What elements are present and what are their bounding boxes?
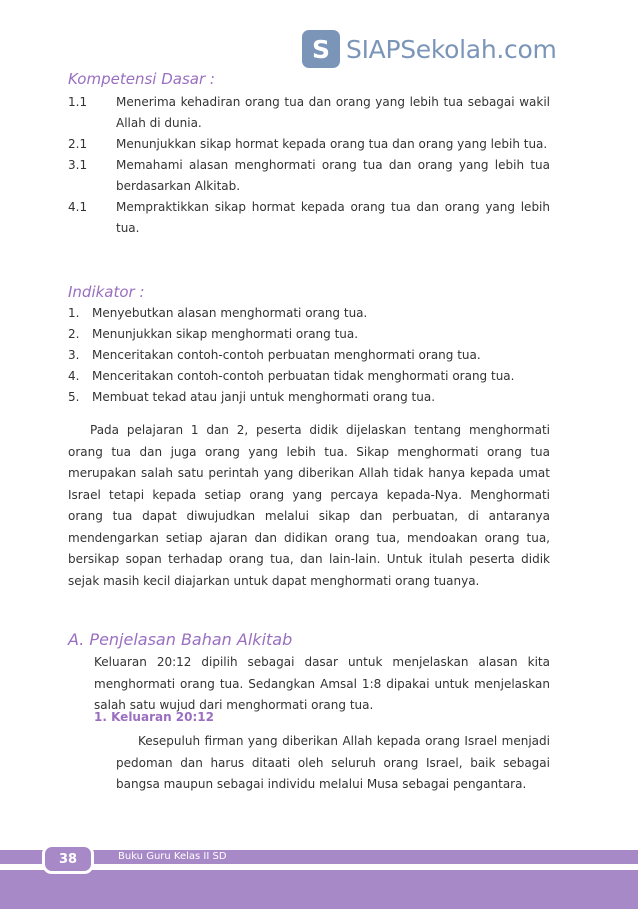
footer-stripe <box>0 850 638 864</box>
item-text: Menyebutkan alasan menghormati orang tua. <box>92 306 368 320</box>
list-item <box>68 155 550 197</box>
watermark-badge: S <box>302 30 340 68</box>
footer-book-title: Buku Guru Kelas II SD <box>118 851 227 862</box>
section-a-title: A. Penjelasan Bahan Alkitab <box>68 630 293 649</box>
indikator-list <box>68 303 552 408</box>
item-text: Menceritakan contoh-contoh perbuatan tidak menghormati orang tua. <box>92 369 515 383</box>
intro-paragraph: Pada pelajaran 1 dan 2, peserta didik dijelaskan tentang menghormati orang tua dan juga orang yang lebih tua. Sikap menghormati orang tua merupakan salah satu perintah yang diberikan Allah tidak hanya kepada umat Israel tetapi kepada setiap orang yang percaya kepada-Nya. Menghormati orang tua dapat diwujudkan melalui sikap dan perbuatan, di antaranya mendengarkan setiap ajaran dan didikan orang tua, mendoakan orang tua, bersikap sopan terhadap orang tua, dan lain-lain. Untuk itulah peserta didik sejak masih kecil diajarkan untuk dapat menghormati orang tuanya. <box>68 423 550 588</box>
item-number: 3. <box>68 348 80 362</box>
item-text: Menceritakan contoh-contoh perbuatan menghormati orang tua. <box>92 348 481 362</box>
footer-band <box>0 870 638 909</box>
indikator-title: Indikator : <box>68 283 145 301</box>
subsection-title: 1. Keluaran 20:12 <box>94 710 214 724</box>
list-item <box>68 345 552 366</box>
list-item <box>68 387 552 408</box>
item-text: Menunjukkan sikap menghormati orang tua. <box>92 327 359 341</box>
item-number: 1. <box>68 306 80 320</box>
kompetensi-title: Kompetensi Dasar : <box>68 70 215 88</box>
list-item <box>68 134 550 155</box>
item-number: 1.1 <box>68 95 88 109</box>
watermark-logo <box>302 30 557 68</box>
kompetensi-list <box>68 92 550 239</box>
watermark-text: SIAPSekolah.com <box>346 34 557 64</box>
item-number: 4. <box>68 369 80 383</box>
item-text: Mempraktikkan sikap hormat kepada orang tua dan orang yang lebih tua. <box>116 200 550 235</box>
item-number: 2. <box>68 327 80 341</box>
item-number: 5. <box>68 390 80 404</box>
list-item <box>68 324 552 345</box>
item-number: 2.1 <box>68 137 88 151</box>
list-item <box>68 197 550 239</box>
page-number-badge: 38 <box>42 844 94 874</box>
item-text: Menerima kehadiran orang tua dan orang yang lebih tua sebagai wakil Allah di dunia. <box>116 95 550 130</box>
item-text: Menunjukkan sikap hormat kepada orang tua dan orang yang lebih tua. <box>116 137 548 151</box>
subsection-paragraph: Kesepuluh firman yang diberikan Allah kepada orang Israel menjadi pedoman dan harus ditaati oleh seluruh orang Israel, baik sebagai bangsa maupun sebagai individu melalui Musa sebagai pengantara. <box>116 734 550 791</box>
item-number: 4.1 <box>68 200 88 214</box>
list-item <box>68 92 550 134</box>
section-a-paragraph: Keluaran 20:12 dipilih sebagai dasar untuk menjelaskan alasan kita menghormati orang tua. Sedangkan Amsal 1:8 dipakai untuk menjelaskan salah satu wujud dari menghormati orang tua. <box>94 655 550 712</box>
item-text: Memahami alasan menghormati orang tua dan orang yang lebih tua berdasarkan Alkitab. <box>116 158 550 193</box>
item-number: 3.1 <box>68 158 88 172</box>
list-item <box>68 303 552 324</box>
item-text: Membuat tekad atau janji untuk menghormati orang tua. <box>92 390 436 404</box>
list-item <box>68 366 552 387</box>
